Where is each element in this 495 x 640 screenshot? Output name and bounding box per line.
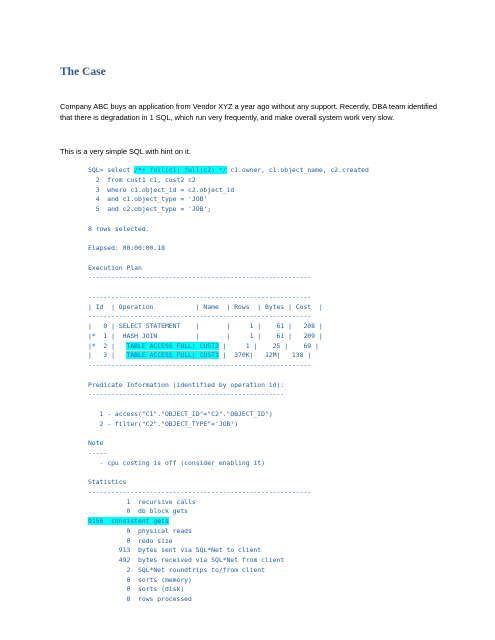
plan-rule: ----------------------------------------------------------	[88, 312, 312, 321]
plan-row-2: |* 2 | TABLE ACCESS FULL| CUST2 | 1 | 25 | 69 |	[88, 341, 319, 350]
stats-heading: Statistics	[88, 478, 127, 486]
predicate-2: 2 - filter("C2"."OBJECT_TYPE"='JOB')	[88, 419, 239, 428]
full-scan-highlight: TABLE ACCESS FULL| CUST1	[126, 351, 219, 360]
simple-sql-sentence: This is a very simple SQL with hint on it.	[60, 147, 191, 156]
plan-row-1: |* 1 | HASH JOIN | | 1 | 61 | 209 |	[88, 331, 323, 340]
stat-sorts-disk: 0 sorts (disk)	[88, 585, 185, 594]
stat-sorts-memory: 0 sorts (memory)	[88, 575, 192, 584]
plan-heading: Execution Plan	[88, 263, 142, 272]
plan-rule: ----------------------------------------------------------	[88, 273, 312, 282]
section-title: The Case	[60, 66, 106, 78]
plan-header: | Id | Operation | Name | Rows | Bytes | Cost |	[88, 302, 323, 311]
stat-physical-reads: 0 physical reads	[88, 526, 192, 535]
sql-line-1: SQL> select /*+ full(c1) full(c2) */ c1.owner, c1.object_name, c2.created	[88, 166, 369, 174]
stat-bytes-received: 492 bytes received via SQL*Net from client	[88, 556, 285, 564]
intro-paragraph: Company ABC buys an application from Vendor XYZ a year ago without any support. Recently, DBA team identified that there is degradation in 1 SQL, which run very frequently, and make overall system work very slow.	[60, 102, 437, 123]
stat-recursive-calls: 1 recursive calls	[88, 497, 196, 506]
full-scan-highlight: TABLE ACCESS FULL| CUST2	[126, 341, 219, 350]
elapsed-time: Elapsed: 00:00:00.18	[88, 244, 165, 252]
note-rule: -----	[88, 448, 108, 457]
sql-line-5: 5 and c2.object_type = 'JOB';	[88, 205, 212, 213]
note-text: - cpu costing is off (consider enabling it)	[88, 458, 265, 467]
plan-row-3: | 3 | TABLE ACCESS FULL| CUST1 | 370K| 12M| 138 |	[88, 351, 312, 360]
stat-db-block-gets: 0 db block gets	[88, 507, 189, 516]
sql-line-3: 3 where c1.object_id = c2.object_id	[88, 185, 235, 194]
hint-highlight: /*+ full(c1) full(c2) */	[134, 166, 227, 174]
sql-line-4: 4 and c1.object_type = 'JOB'	[88, 195, 208, 204]
stat-bytes-sent: 913 bytes sent via SQL*Net to client	[88, 546, 262, 555]
plan-rule: ----------------------------------------------------------	[88, 361, 312, 369]
stat-redo-size: 0 redo size	[88, 536, 173, 545]
note-heading: Note	[88, 439, 104, 447]
rows-selected: 8 rows selected.	[88, 224, 150, 233]
stats-rule: ----------------------------------------------------------	[88, 487, 312, 496]
stat-rows-processed: 8 rows processed	[88, 595, 192, 603]
stat-roundtrips: 2 SQL*Net roundtrips to/from client	[88, 565, 265, 574]
plan-rule: ----------------------------------------------------------	[88, 292, 312, 301]
predicate-1: 1 - access("C1"."OBJECT_ID"="C2"."OBJECT_ID")	[88, 409, 273, 418]
predicate-rule: ---------------------------------------------------	[88, 390, 285, 399]
predicate-heading: Predicate Information (identified by operation id):	[88, 380, 285, 389]
plan-row-0: | 0 | SELECT STATEMENT | | 1 | 61 | 208 |	[88, 322, 323, 330]
sqlplus-output	[88, 166, 369, 605]
stat-consistent-gets: 9156 consistent gets	[88, 517, 169, 525]
sql-line-2: 2 from cust1 c1, cust2 c2	[88, 175, 196, 184]
